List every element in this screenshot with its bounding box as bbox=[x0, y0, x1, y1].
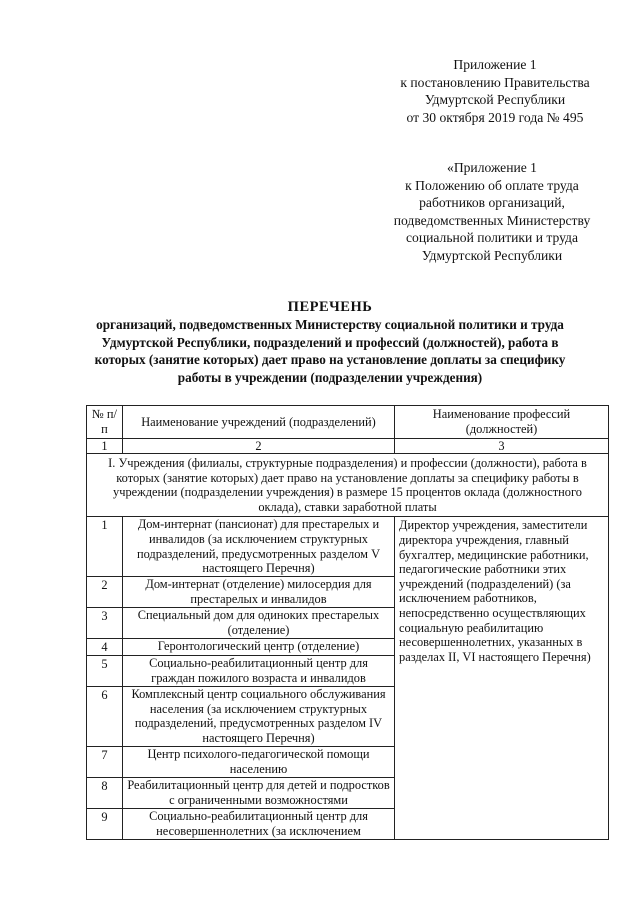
document-subtitle: организаций, подведомственных Министерству социальной политики и труда Удмуртской Республики, подразделений и профессий (должностей), работа в которых (занятие которых) дает право на установление доплаты за специфику работы в учреждении (подразделении учреждения) bbox=[94, 317, 566, 385]
row-number: 1 bbox=[87, 517, 123, 577]
appendix-1-line: к постановлению Правительства bbox=[400, 74, 590, 90]
appendix-2-line: «Приложение 1 bbox=[447, 160, 537, 175]
institution-name: Центр психолого-педагогической помощи населению bbox=[123, 746, 395, 777]
row-number: 9 bbox=[87, 808, 123, 839]
column-number: 3 bbox=[395, 439, 609, 454]
institution-name: Социально-реабилитационный центр для граждан пожилого возраста и инвалидов bbox=[123, 655, 395, 686]
appendix-2-line: Удмуртской Республики bbox=[421, 247, 563, 263]
column-number: 1 bbox=[87, 439, 123, 454]
institution-name: Дом-интернат (отделение) милосердия для престарелых и инвалидов bbox=[123, 577, 395, 608]
row-number: 2 bbox=[87, 577, 123, 608]
appendix-2-block bbox=[372, 159, 612, 264]
row-number: 8 bbox=[87, 777, 123, 808]
institution-name: Реабилитационный центр для детей и подростков с ограниченными возможностями bbox=[123, 777, 395, 808]
section-1-heading: I. Учреждения (филиалы, структурные подразделения) и профессии (должности), работа в которых (занятие которых) дает право на установление доплаты за специфику работы в учреждении (подразделении учреждения) в размере 15 процентов оклада (должностного оклада), ставки заработной платы bbox=[87, 454, 609, 517]
row-number: 5 bbox=[87, 655, 123, 686]
section-row bbox=[87, 454, 609, 517]
table-row bbox=[87, 517, 609, 577]
row-number: 6 bbox=[87, 686, 123, 746]
institutions-table bbox=[86, 405, 609, 840]
document-title: ПЕРЕЧЕНЬ bbox=[287, 299, 373, 315]
document-heading bbox=[80, 298, 580, 386]
header-institution: Наименование учреждений (подразделений) bbox=[123, 406, 395, 439]
column-number-row bbox=[87, 439, 609, 454]
appendix-2-line: работников организаций, bbox=[419, 195, 565, 210]
appendix-1-block bbox=[380, 56, 610, 126]
row-number: 7 bbox=[87, 746, 123, 777]
row-number: 4 bbox=[87, 639, 123, 656]
table-header-row bbox=[87, 406, 609, 439]
column-number: 2 bbox=[123, 439, 395, 454]
appendix-2-line: подведомственных Министерству bbox=[393, 212, 591, 228]
appendix-1-line: Приложение 1 bbox=[453, 57, 537, 72]
appendix-1-line: от 30 октября 2019 года № 495 bbox=[406, 109, 584, 125]
appendix-1-line: Удмуртской Республики bbox=[424, 92, 566, 107]
header-num: № п/п bbox=[87, 406, 123, 439]
institution-name: Специальный дом для одиноких престарелых (отделение) bbox=[123, 608, 395, 639]
appendix-2-line: к Положению об оплате труда bbox=[405, 177, 579, 193]
institution-name: Социально-реабилитационный центр для несовершеннолетних (за исключением bbox=[123, 808, 395, 839]
header-profession: Наименование профессий (должностей) bbox=[395, 406, 609, 439]
institution-name: Комплексный центр социального обслуживания населения (за исключением структурных подразделений, предусмотренных разделом IV настоящего Перечня) bbox=[123, 686, 395, 746]
institution-name: Геронтологический центр (отделение) bbox=[123, 639, 395, 656]
appendix-2-line: социальной политики и труда bbox=[406, 230, 578, 245]
row-number: 3 bbox=[87, 608, 123, 639]
staff-positions: Директор учреждения, заместители директора учреждения, главный бухгалтер, медицинские работники, педагогические работники этих учреждений (подразделений) (за исключением работников, непосредственно осуществляющих социальную реабилитацию несовершеннолетних, указанных в разделах II, VI настоящего Перечня) bbox=[395, 517, 609, 840]
institution-name: Дом-интернат (пансионат) для престарелых и инвалидов (за исключением структурных подразделений, предусмотренных разделом V настоящего Перечня) bbox=[123, 517, 395, 577]
